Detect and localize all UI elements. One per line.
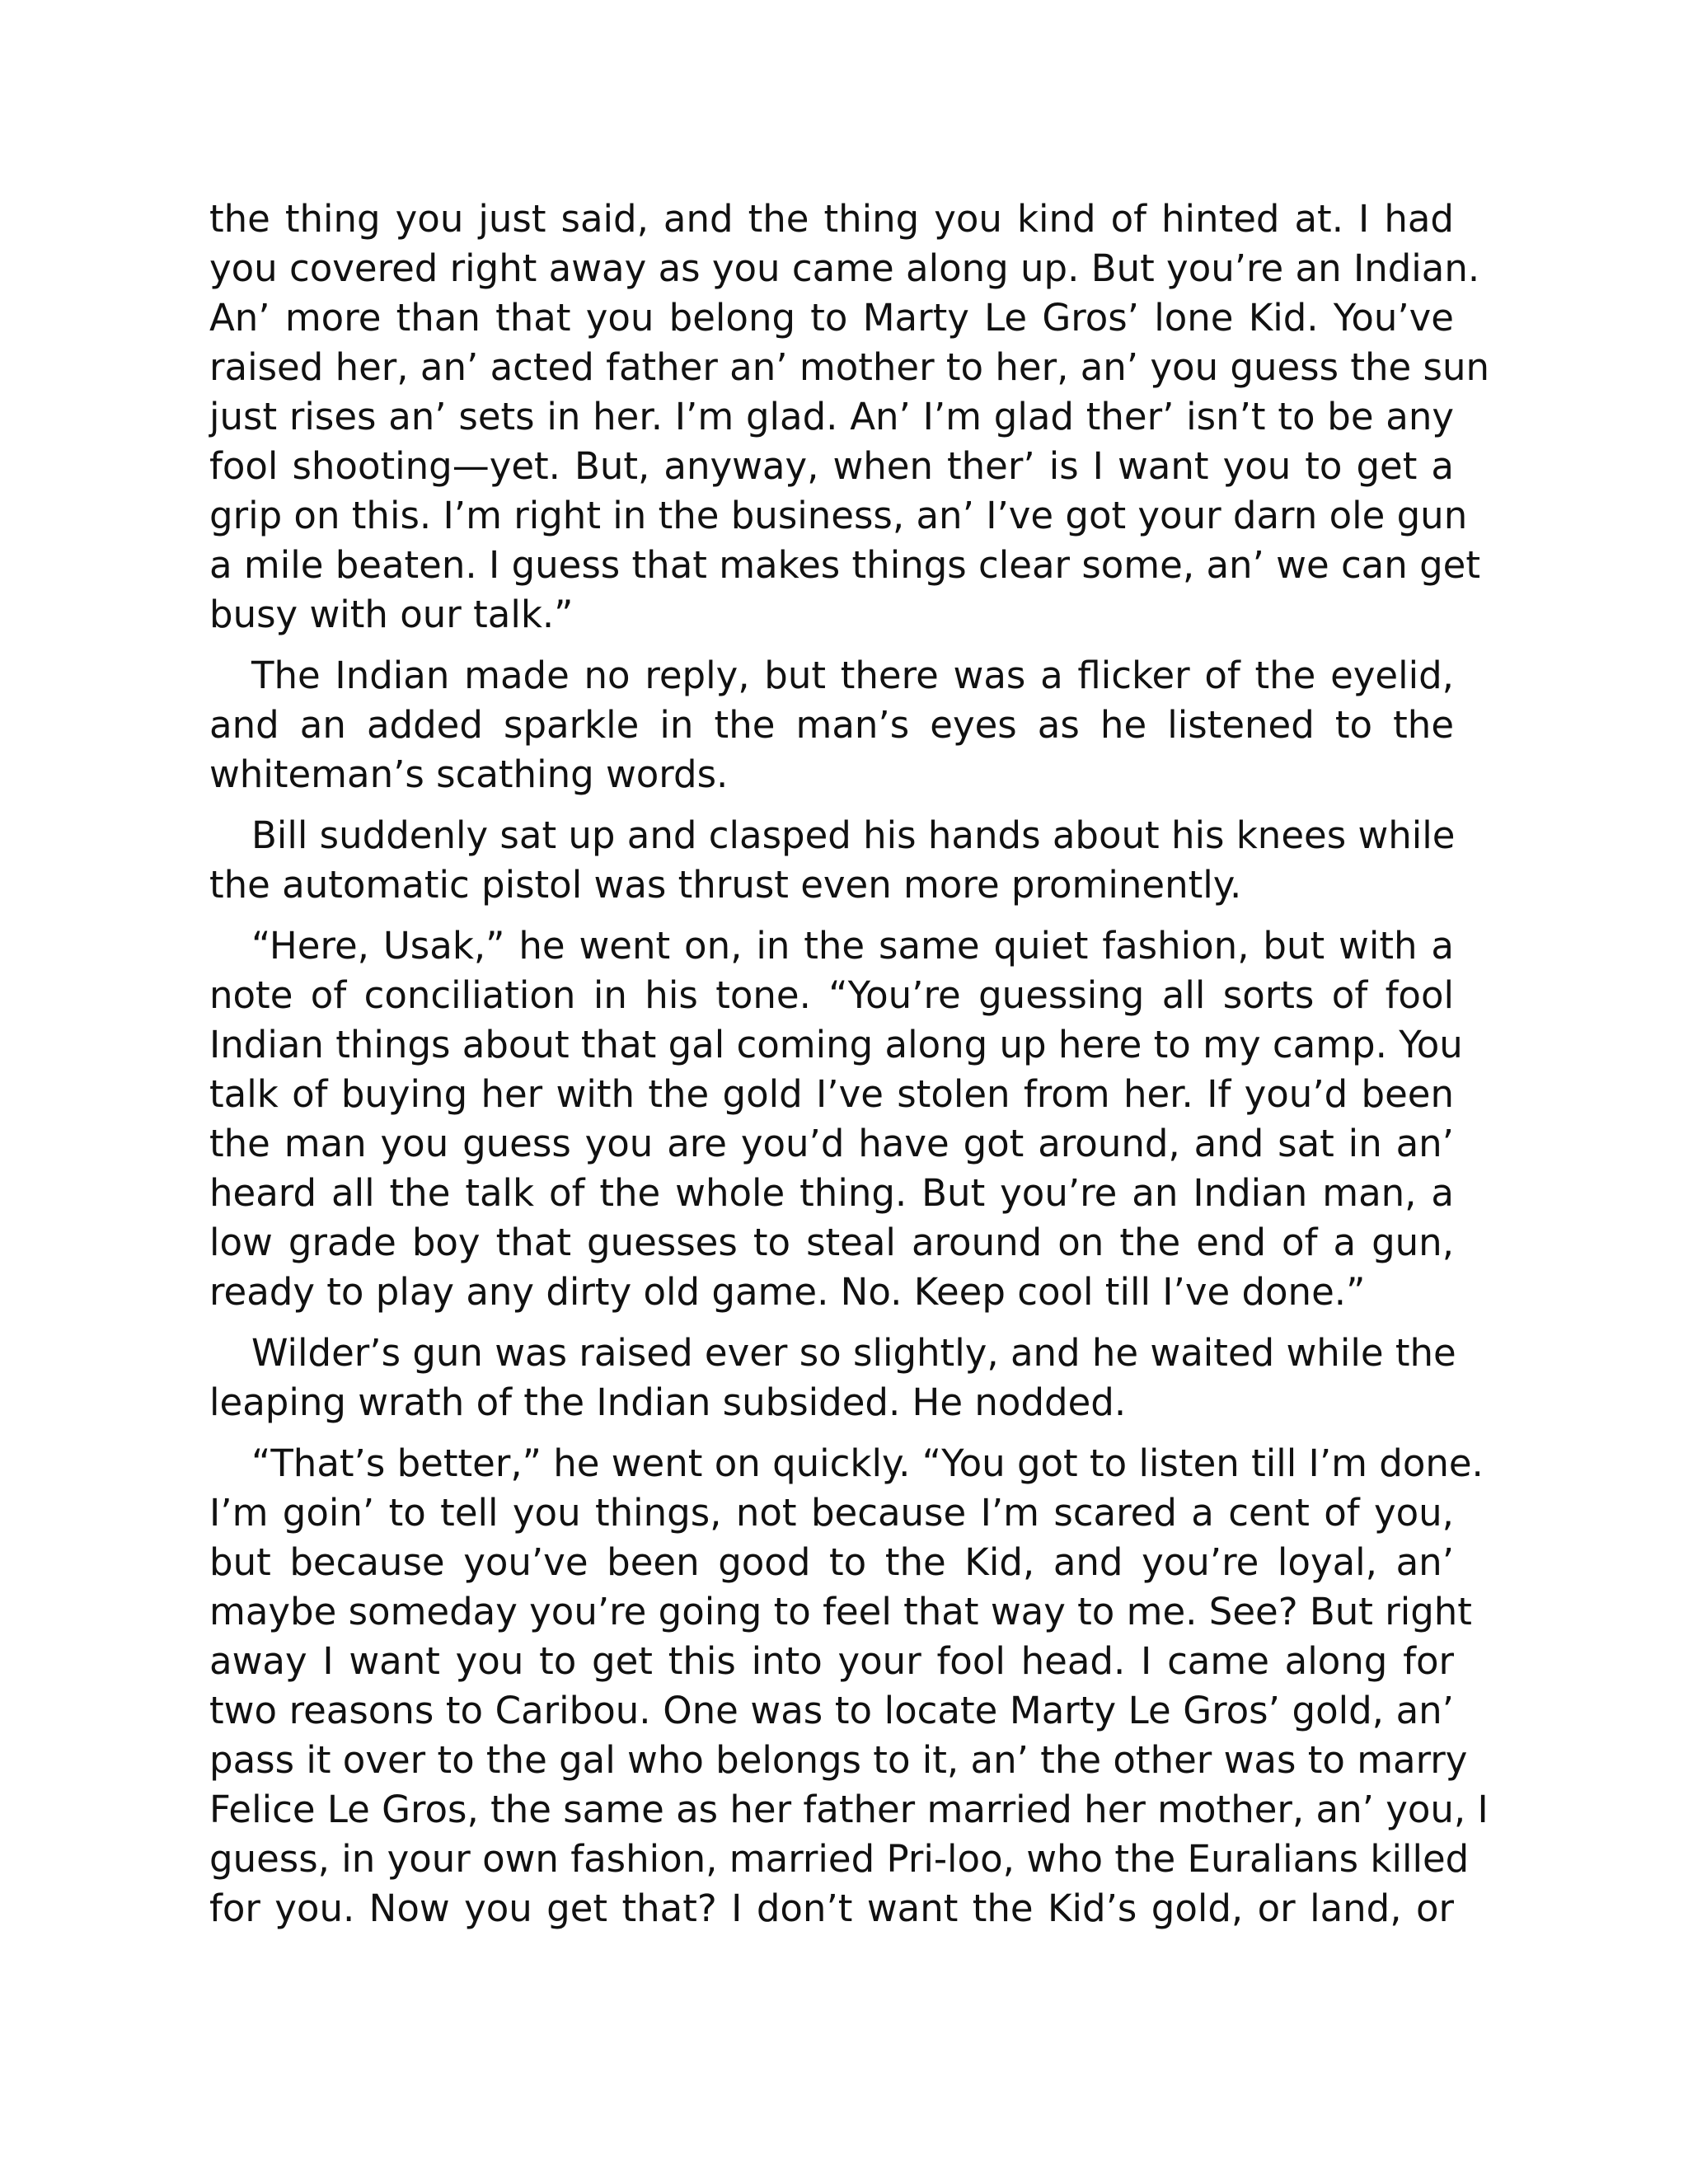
text-line: Indian things about that gal coming along up here to my camp. You [209, 1023, 1463, 1066]
text-line: two reasons to Caribou. One was to locate Marty Le Gros’ gold, an’ [209, 1689, 1454, 1732]
text-line: busy with our talk.” [209, 593, 574, 636]
text-line: pass it over to the gal who belongs to it, an’ the other was to marry [209, 1738, 1468, 1782]
text-line: for you. Now you get that? I don’t want the Kid’s gold, or land, or [209, 1886, 1454, 1930]
text-line: note of conciliation in his tone. “You’re guessing all sorts of fool [209, 973, 1454, 1017]
text-line: low grade boy that guesses to steal around on the end of a gun, [209, 1221, 1454, 1264]
text-line: a mile beaten. I guess that makes things clear some, an’ we can get [209, 543, 1480, 587]
text-line: the thing you just said, and the thing you kind of hinted at. I had [209, 197, 1454, 241]
text-line: you covered right away as you came along up. But you’re an Indian. [209, 246, 1480, 290]
text-line: The Indian made no reply, but there was a flicker of the eyelid, [251, 654, 1454, 697]
text-line: An’ more than that you belong to Marty Le Gros’ lone Kid. You’ve [209, 296, 1454, 340]
text-line: grip on this. I’m right in the business, an’ I’ve got your darn ole gun [209, 494, 1468, 537]
text-line: leaping wrath of the Indian subsided. He nodded. [209, 1380, 1127, 1424]
text-line: maybe someday you’re going to feel that way to me. See? But right [209, 1590, 1472, 1633]
paragraph [209, 921, 1463, 1317]
book-page-text [209, 194, 1490, 1945]
text-line: but because you’ve been good to the Kid, and you’re loyal, an’ [209, 1540, 1454, 1584]
text-line: whiteman’s scathing words. [209, 752, 729, 796]
text-line: Bill suddenly sat up and clasped his hands about his knees while [251, 813, 1456, 857]
paragraph [209, 811, 1454, 910]
paragraph [209, 651, 1454, 799]
text-line: Wilder’s gun was raised ever so slightly, and he waited while the [251, 1331, 1456, 1375]
text-line: just rises an’ sets in her. I’m glad. An’ I’m glad ther’ isn’t to be any [209, 395, 1454, 438]
text-line: raised her, an’ acted father an’ mother to her, an’ you guess the sun [209, 345, 1490, 389]
text-line: the automatic pistol was thrust even more prominently. [209, 863, 1242, 907]
text-line: I’m goin’ to tell you things, not because I’m scared a cent of you, [209, 1491, 1454, 1535]
text-line: ready to play any dirty old game. No. Keep cool till I’ve done.” [209, 1270, 1366, 1314]
text-line: the man you guess you are you’d have got around, and sat in an’ [209, 1122, 1454, 1165]
text-line: and an added sparkle in the man’s eyes as he listened to the [209, 703, 1454, 747]
text-line: away I want you to get this into your fool head. I came along for [209, 1639, 1454, 1683]
text-line: Felice Le Gros, the same as her father married her mother, an’ you, I [209, 1788, 1489, 1831]
text-line: guess, in your own fashion, married Pri-loo, who the Euralians killed [209, 1837, 1470, 1881]
text-line: “That’s better,” he went on quickly. “You got to listen till I’m done. [251, 1441, 1484, 1485]
text-line: heard all the talk of the whole thing. But you’re an Indian man, a [209, 1171, 1454, 1215]
text-line: “Here, Usak,” he went on, in the same quiet fashion, but with a [251, 924, 1454, 968]
paragraph [209, 194, 1490, 640]
paragraph [209, 1439, 1489, 1933]
text-line: talk of buying her with the gold I’ve stolen from her. If you’d been [209, 1072, 1454, 1116]
text-line: fool shooting—yet. But, anyway, when ther’ is I want you to get a [209, 444, 1454, 488]
paragraph [209, 1329, 1454, 1427]
